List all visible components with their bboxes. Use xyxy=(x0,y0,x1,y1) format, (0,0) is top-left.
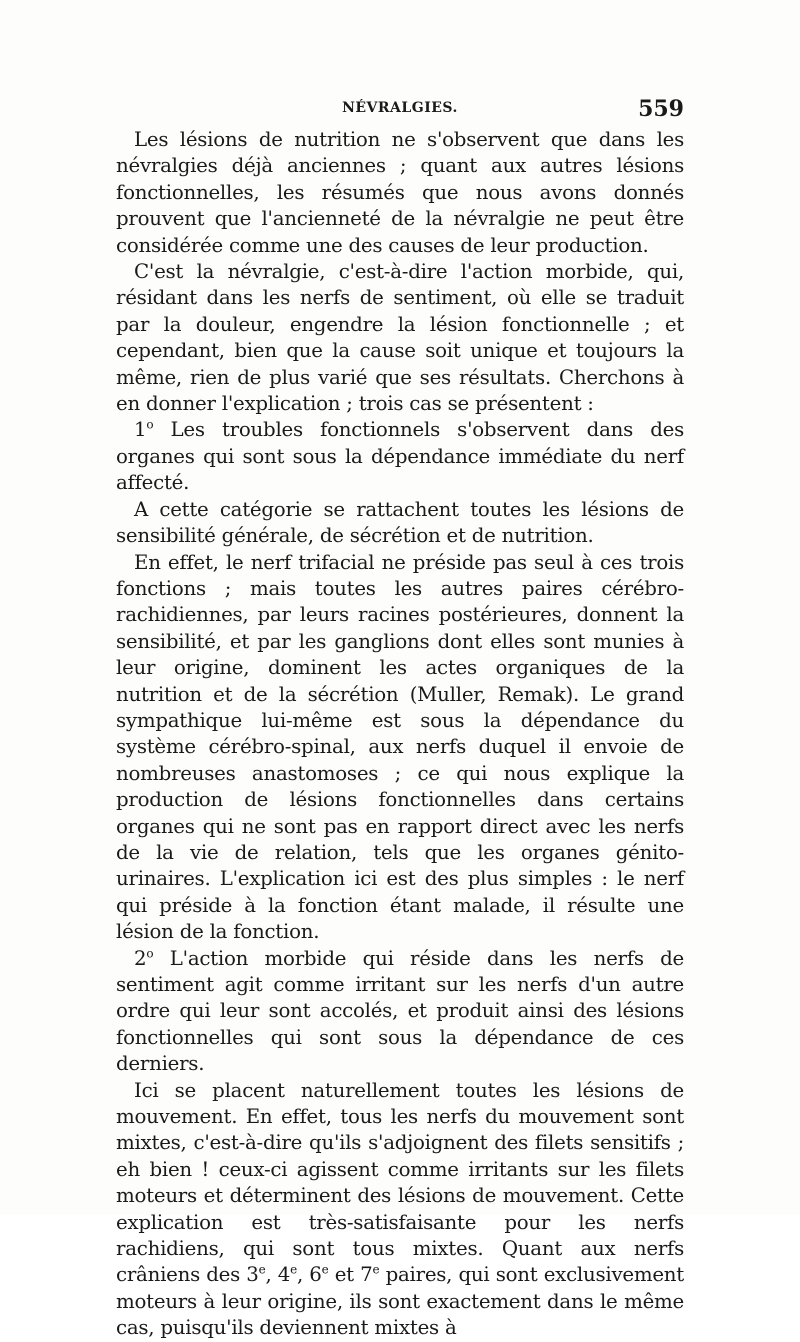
page-number: 559 xyxy=(638,96,684,122)
paragraph-text: Les troubles fonctionnels s'observent dans des organes qui sont sous la dépendance immédiate du nerf affecté. xyxy=(116,418,684,495)
running-head xyxy=(116,96,684,130)
paragraph-text: 1 xyxy=(134,418,147,442)
paragraph xyxy=(116,259,684,417)
ordinal-superscript: o xyxy=(146,946,154,960)
paragraph xyxy=(116,497,684,550)
ordinal-superscript: e xyxy=(258,1262,266,1277)
running-title: NÉVRALGIES. xyxy=(342,100,458,116)
text-body xyxy=(116,127,684,1342)
paragraph-text: L'action morbide qui réside dans les nerfs de sentiment agit comme irritant sur les nerfs d'un autre ordre qui leur sont accolés, et produit ainsi des lésions fonctionnelles qui sont sous la dépendance de ces derniers. xyxy=(116,946,684,1076)
paragraph xyxy=(116,417,684,496)
ordinal-superscript: o xyxy=(146,417,154,432)
paragraph-text: paires, qui sont exclusivement moteurs à leur origine, ils sont exactement dans le même cas, puisqu'ils deviennent mixtes à xyxy=(116,1263,684,1340)
ordinal-superscript: e xyxy=(290,1262,297,1277)
ordinal-superscript: e xyxy=(321,1262,329,1277)
ordinal-superscript: e xyxy=(372,1262,380,1277)
paragraph-text: 2 xyxy=(134,946,147,970)
paragraph-text: A cette catégorie se rattachent toutes les lésions de sensibilité générale, de sécrétion et de nutrition. xyxy=(116,497,684,548)
paragraph-text: En effet, le nerf trifacial ne préside pas seul à ces trois fonctions ; mais toutes les autres paires cérébro-rachidiennes, par leurs racines postérieures, donnent la sensibilité, et par les ganglions dont elles sont munies à leur origine, dominent les actes organiques de la nutrition et de la sécrétion (Muller, Remak). Le grand sympathique lui-même est sous la dépendance du système cérébro-spinal, aux nerfs duquel il envoie de nombreuses anastomoses ; ce qui nous explique la production de lésions fonctionnelles dans certains organes qui ne sont pas en rapport direct avec les nerfs de la vie de relation, tels que les organes génito-urinaires. L'explication ici est des plus simples : le nerf qui préside à la fonction étant malade, il résulte une lésion de la fonction. xyxy=(116,550,684,944)
paragraph-text: , 4 xyxy=(265,1263,291,1287)
paragraph xyxy=(116,127,684,259)
paragraph-text: Ici se placent naturellement toutes les lésions de mouvement. En effet, tous les nerfs du mouvement sont mixtes, c'est-à-dire qu'ils s'adjoignent des filets sensitifs ; eh bien ! ceux-ci agissent comme irritants sur les filets moteurs et déterminent des lésions de mouvement. Cette explication est très-satisfaisante pour les nerfs rachidiens, qui sont tous mixtes. Quant aux nerfs crâniens des 3 xyxy=(116,1078,684,1287)
paragraph-text: Les lésions de nutrition ne s'observent que dans les névralgies déjà anciennes ; quant aux autres lésions fonctionnelles, les résumés que nous avons donnés prouvent que l'ancienneté de la névralgie ne peut être considérée comme une des causes de leur production. xyxy=(116,128,684,257)
paragraph-text: , 6 xyxy=(296,1263,322,1287)
paragraph xyxy=(116,550,684,946)
paragraph-text: C'est la névralgie, c'est-à-dire l'action morbide, qui, résidant dans les nerfs de sentiment, où elle se traduit par la douleur, engendre la lésion fonctionnelle ; et cependant, bien que la cause soit unique et toujours la même, rien de plus varié que ses résultats. Cherchons à en donner l'explication ; trois cas se présentent : xyxy=(116,260,684,416)
paragraph xyxy=(116,1078,684,1342)
paragraph-text: et 7 xyxy=(328,1263,373,1287)
paragraph xyxy=(116,946,684,1078)
